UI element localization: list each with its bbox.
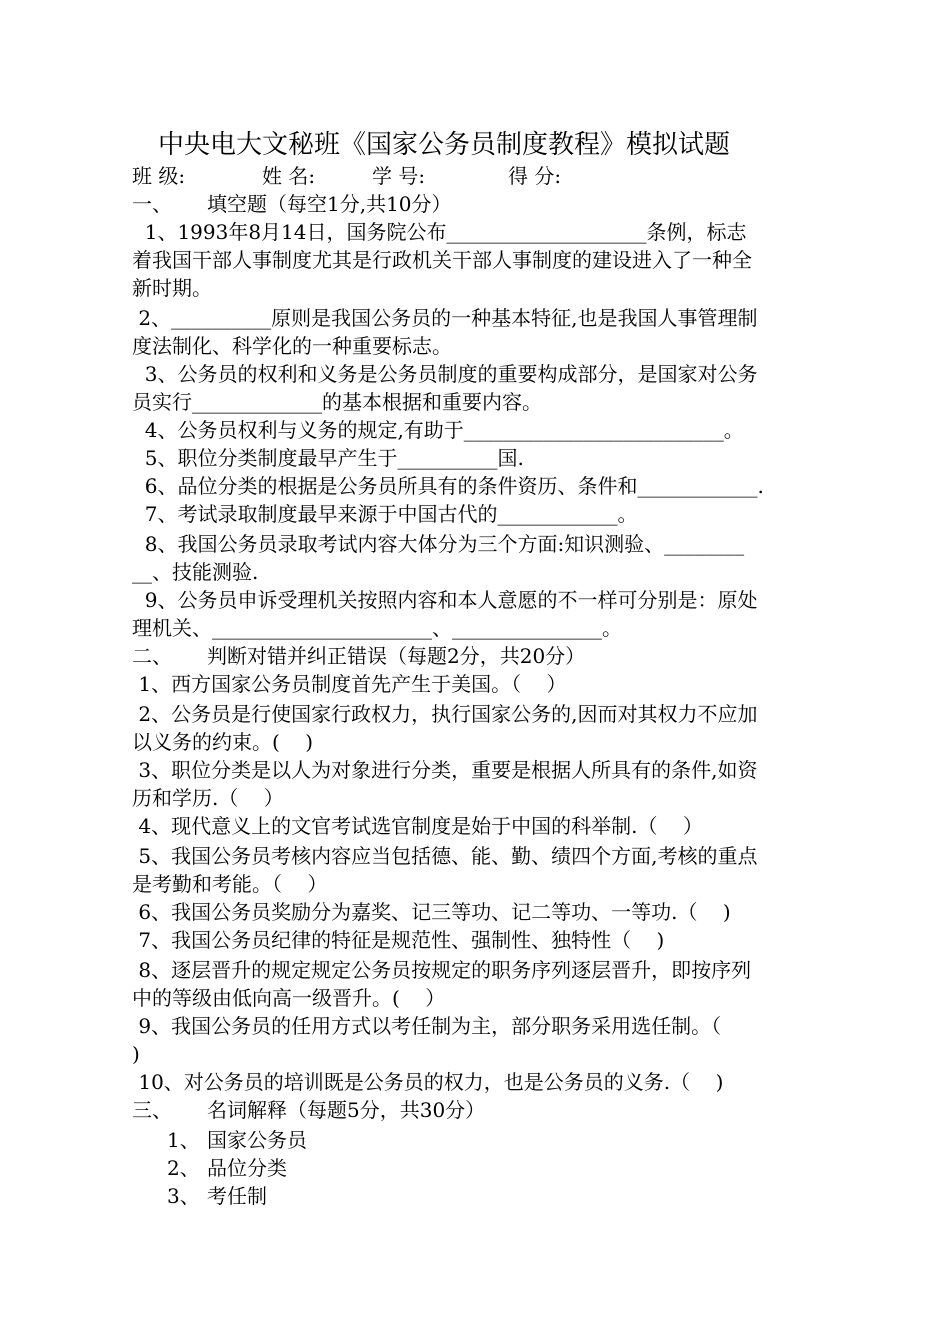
q1-line: __、技能测验. <box>132 560 259 584</box>
q2-line: 1、西方国家公务员制度首先产生于美国。（ ） <box>132 672 567 696</box>
term-number: 3、 <box>167 1184 200 1208</box>
section1-number: 一、 <box>132 192 172 216</box>
q2-line: ) <box>132 1042 140 1066</box>
q1-line: 理机关、______________________、_______________。 <box>132 616 622 640</box>
q2-line: 7、我国公务员纪律的特征是规范性、强制性、独特性（ ) <box>132 928 665 952</box>
section3-title: 名词解释（每题5分，共30分） <box>207 1098 486 1122</box>
q1-line: 4、公务员权利与义务的规定,有助于__________________________。 <box>132 418 744 442</box>
q2-line: 5、我国公务员考核内容应当包括德、能、勤、绩四个方面,考核的重点 <box>132 844 758 868</box>
q1-line: 6、品位分类的根据是公务员所具有的条件资历、条件和____________. <box>132 474 764 498</box>
term-text: 国家公务员 <box>207 1128 307 1152</box>
term-number: 1、 <box>167 1128 200 1152</box>
term-text: 品位分类 <box>207 1156 287 1180</box>
q1-line: 2、__________原则是我国公务员的一种基本特征,也是我国人事管理制 <box>132 306 758 330</box>
q1-line: 9、公务员申诉受理机关按照内容和本人意愿的不一样可分别是：原处 <box>132 588 758 612</box>
q2-line: 是考勤和考能。（ ） <box>132 872 328 896</box>
q1-line: 新时期。 <box>132 276 212 300</box>
q1-line: 3、公务员的权利和义务是公务员制度的重要构成部分，是国家对公务 <box>132 362 758 386</box>
q1-line: 8、我国公务员录取考试内容大体分为三个方面:知识测验、________ <box>132 532 745 556</box>
exam-title: 中央电大文秘班《国家公务员制度教程》模拟试题 <box>158 130 731 160</box>
term-number: 2、 <box>167 1156 200 1180</box>
q1-line: 7、考试录取制度最早来源于中国古代的____________。 <box>132 502 638 526</box>
section2-number: 二、 <box>132 644 172 668</box>
q2-line: 中的等级由低向高一级晋升。( ） <box>132 986 446 1010</box>
q2-line: 历和学历.（ ） <box>132 786 284 810</box>
q2-line: 9、我国公务员的任用方式以考任制为主，部分职务采用选任制。（ <box>132 1014 722 1038</box>
q1-line: 员实行_____________的基本根据和重要内容。 <box>132 390 542 414</box>
q2-line: 3、职位分类是以人为对象进行分类，重要是根据人所具有的条件,如资 <box>132 758 758 782</box>
class-label: 班 级: <box>132 164 186 188</box>
q1-line: 1、1993年8月14日，国务院公布____________________条例，标志 <box>132 220 747 244</box>
q2-line: 4、现代意义上的文官考试选官制度是始于中国的科举制.（ ） <box>132 814 703 838</box>
q2-line: 10、对公务员的培训既是公务员的权力，也是公务员的义务.（ ) <box>132 1070 724 1094</box>
q2-line: 以义务的约束。( ) <box>132 730 314 754</box>
q2-line: 8、逐层晋升的规定规定公务员按规定的职务序列逐层晋升，即按序列 <box>132 958 752 982</box>
term-text: 考任制 <box>207 1184 267 1208</box>
student-no-label: 学 号: <box>372 164 426 188</box>
q1-line: 着我国干部人事制度尤其是行政机关干部人事制度的建设进入了一种全 <box>132 248 752 272</box>
q1-line: 5、职位分类制度最早产生于__________国. <box>132 446 524 470</box>
section3-number: 三、 <box>132 1098 172 1122</box>
q1-line: 度法制化、科学化的一种重要标志。 <box>132 334 452 358</box>
q2-line: 6、我国公务员奖励分为嘉奖、记三等功、记二等功、一等功.（ ) <box>132 900 731 924</box>
name-label: 姓 名: <box>262 164 316 188</box>
score-label: 得 分: <box>508 164 562 188</box>
section1-title: 填空题（每空1分,共10分） <box>207 192 452 216</box>
section2-title: 判断对错并纠正错误（每题2分，共20分） <box>207 644 586 668</box>
q2-line: 2、公务员是行使国家行政权力，执行国家公务的,因而对其权力不应加 <box>132 702 758 726</box>
